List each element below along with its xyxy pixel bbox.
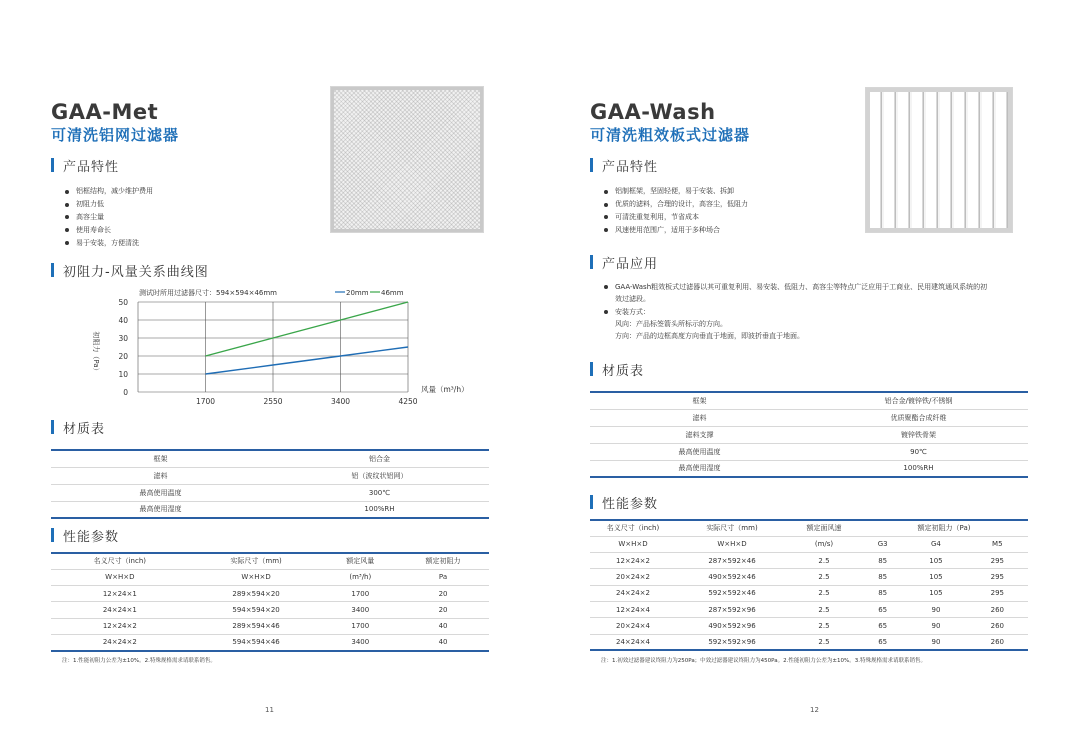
section-performance: [51, 527, 119, 543]
bullet-icon: [65, 215, 69, 219]
y-tick-label: 10: [118, 370, 128, 379]
section-title: 初阻力-风量关系曲线图: [63, 264, 209, 280]
table-row: 12×24×2 287×592×46 2.5 85 105 295: [590, 553, 1028, 569]
bullet-icon: [604, 285, 608, 289]
y-tick-label: 50: [118, 298, 128, 307]
table-row: 滤料 铝（波纹状铝网）: [51, 467, 489, 484]
x-tick-label: 3400: [330, 397, 351, 406]
feature-list: [601, 185, 748, 237]
bullet-icon: [65, 203, 69, 207]
section-title: 性能参数: [602, 496, 659, 512]
table-row: 20×24×4 490×592×96 2.5 65 90 260: [590, 618, 1028, 634]
legend-label-46mm: 46mm: [381, 289, 404, 297]
install-wind-direction: 风向：产品标签箭头所标示的方向。: [615, 319, 727, 328]
section-title: 材质表: [602, 363, 645, 379]
bullet-icon: [604, 190, 608, 194]
material-table: [590, 391, 1028, 478]
section-bar-icon: [590, 495, 593, 509]
table-row: 最高使用湿度 100%RH: [51, 501, 489, 518]
pleated-panel-filter-photo: [865, 87, 1013, 233]
section-chart: [51, 262, 209, 278]
section-bar-icon: [590, 362, 593, 376]
section-bar-icon: [51, 420, 54, 434]
list-item: 风速使用范围广，适用于多种场合: [601, 224, 748, 237]
table-row: 24×24×4 592×592×96 2.5 65 90 260: [590, 634, 1028, 650]
y-tick-label: 30: [118, 334, 128, 343]
table-row: 滤料支撑 镀锌铁骨架: [590, 426, 1028, 443]
section-features: [590, 157, 658, 173]
section-bar-icon: [590, 158, 593, 172]
section-material: [590, 361, 644, 377]
bullet-icon: [65, 228, 69, 232]
product-subtitle: 可清洗铝网过滤器: [51, 126, 180, 144]
table-row: 最高使用温度 90℃: [590, 443, 1028, 460]
section-title: 产品特性: [602, 159, 659, 175]
page-number: 11: [265, 706, 274, 714]
list-item: 铝框结构，减少维护费用: [62, 185, 153, 198]
x-tick-label: 1700: [195, 397, 216, 406]
list-item: 使用寿命长: [62, 224, 153, 237]
table-row: 最高使用湿度 100%RH: [590, 460, 1028, 477]
section-bar-icon: [51, 158, 54, 172]
x-tick-label: 2550: [263, 397, 283, 406]
material-table: [51, 449, 489, 519]
y-tick-label: 40: [118, 316, 128, 325]
series-line-46mm: [206, 302, 409, 356]
product-model-title: GAA-Wash: [590, 100, 716, 124]
table-footnote: 注：1.初效过滤器建议终阻力为250Pa；中效过滤器建议终阻力为450Pa。2.性能初阻力公差为±10%。3.特殊规格需求请联系销售。: [601, 658, 926, 664]
table-row: 最高使用温度 300℃: [51, 484, 489, 501]
table-row: 框架 铝合金/镀锌铁/不锈钢: [590, 392, 1028, 409]
x-tick-label: 4250: [398, 397, 418, 406]
aluminum-mesh-filter-photo: [330, 86, 484, 233]
section-title: 产品特性: [63, 159, 120, 175]
table-row: 12×24×2 289×594×46 1700 40: [51, 618, 489, 634]
list-item: 可清洗重复利用，节省成本: [601, 211, 748, 224]
section-bar-icon: [51, 263, 54, 277]
table-row: 20×24×2 490×592×46 2.5 85 105 295: [590, 569, 1028, 585]
table-row: 24×24×2 592×592×46 2.5 85 105 295: [590, 585, 1028, 601]
y-tick-label: 0: [123, 388, 128, 397]
page-number: 12: [810, 706, 819, 714]
page-right: [540, 0, 1080, 734]
table-units-row: W×H×D W×H×D (m³/h) Pa: [51, 569, 489, 585]
table-row: 12×24×4 287×592×96 2.5 65 90 260: [590, 601, 1028, 617]
list-item-continuation: 效过滤段。: [615, 295, 650, 304]
y-axis-label: 初阻力（Pa）: [92, 331, 100, 375]
section-application: [590, 254, 658, 270]
x-axis-label: 风量（m³/h）: [421, 385, 469, 394]
section-features: [51, 157, 119, 173]
table-header-row: 名义尺寸（inch) 实际尺寸（mm) 额定风量 额定初阻力: [51, 553, 489, 569]
performance-table: [51, 552, 489, 652]
section-bar-icon: [51, 528, 54, 542]
list-item: GAA-Wash粗效板式过滤器以其可重复利用、易安装、低阻力、高容尘等特点广泛应用于工商业、民用建筑通风系统的初: [601, 281, 987, 293]
list-item: 易于安装，方便清洗: [62, 237, 153, 250]
table-row: 24×24×1 594×594×20 3400 20: [51, 602, 489, 618]
bullet-icon: [604, 215, 608, 219]
table-row: 滤料 优质聚酯合成纤维: [590, 409, 1028, 426]
section-title: 性能参数: [63, 529, 120, 545]
list-item: 安装方式：: [601, 306, 987, 318]
list-item: 优质的滤料，合理的设计，高容尘，低阻力: [601, 198, 748, 211]
section-title: 产品应用: [602, 256, 659, 272]
resistance-airflow-chart: [80, 283, 480, 413]
install-orientation: 方向：产品的边框高度方向垂直于地面，即波折垂直于地面。: [615, 332, 804, 341]
bullet-icon: [65, 190, 69, 194]
bullet-icon: [65, 241, 69, 245]
bullet-icon: [604, 310, 608, 314]
list-item: 高容尘量: [62, 211, 153, 224]
table-header-row: 名义尺寸（inch) 实际尺寸（mm) 额定面风速 额定初阻力（Pa): [590, 520, 1028, 536]
table-row: 24×24×2 594×594×46 3400 40: [51, 634, 489, 650]
product-model-title: GAA-Met: [51, 100, 159, 124]
section-bar-icon: [590, 255, 593, 269]
section-title: 材质表: [63, 421, 106, 437]
section-material: [51, 419, 105, 435]
bullet-icon: [604, 203, 608, 207]
section-performance: [590, 494, 658, 510]
application-text: [601, 281, 987, 342]
y-tick-label: 20: [118, 352, 128, 361]
table-units-row: W×H×D W×H×D (m/s) G3 G4 M5: [590, 536, 1028, 552]
bullet-icon: [604, 228, 608, 232]
product-subtitle: 可清洗粗效板式过滤器: [590, 126, 751, 144]
series-line-20mm: [206, 347, 409, 374]
table-footnote: 注：1.性能初阻力公差为±10%。2.特殊规格需求请联系销售。: [62, 658, 216, 664]
list-item: 初阻力低: [62, 198, 153, 211]
legend-label-20mm: 20mm: [346, 289, 369, 297]
performance-table: [590, 519, 1028, 651]
list-item: 铝制框架，坚固轻便，易于安装、拆卸: [601, 185, 748, 198]
chart-svg: [80, 283, 480, 413]
feature-list: [62, 185, 153, 250]
chart-note: 测试时所用过滤器尺寸：594×594×46mm: [139, 289, 277, 297]
table-row: 12×24×1 289×594×20 1700 20: [51, 586, 489, 602]
table-row: 框架 铝合金: [51, 450, 489, 467]
